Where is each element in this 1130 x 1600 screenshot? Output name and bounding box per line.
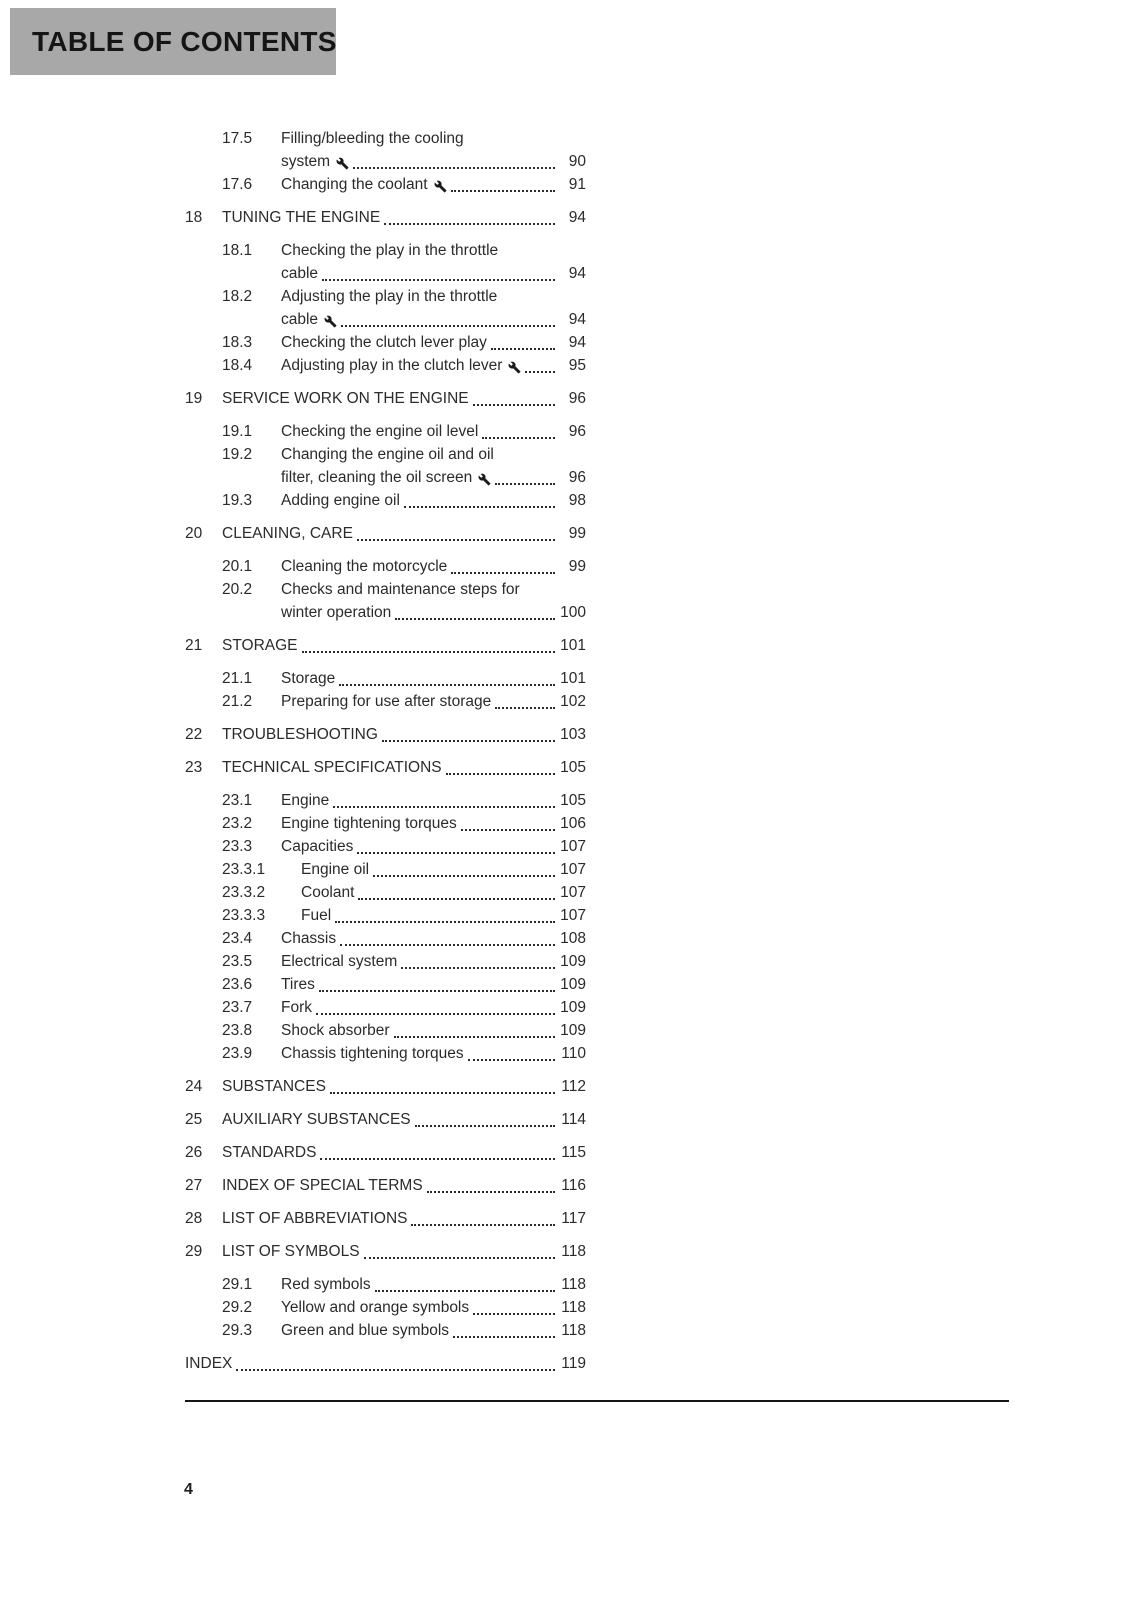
toc-entry-line bbox=[185, 667, 586, 690]
toc-entry-line bbox=[185, 443, 586, 466]
entry-title: cable bbox=[281, 311, 319, 328]
entry-page-number: 115 bbox=[561, 1144, 586, 1161]
entry-number: 21.1 bbox=[222, 670, 253, 687]
toc-entry bbox=[185, 690, 586, 713]
dot-leader bbox=[495, 707, 555, 709]
toc-entry-line bbox=[185, 634, 586, 657]
entry-page-number: 95 bbox=[568, 357, 586, 374]
dot-leader bbox=[451, 190, 555, 192]
entry-page-number: 109 bbox=[560, 999, 586, 1016]
toc-entry-line bbox=[185, 950, 586, 973]
toc-entry bbox=[185, 522, 586, 545]
entry-page-number: 107 bbox=[560, 907, 586, 924]
entry-number: 23.9 bbox=[222, 1045, 253, 1062]
entry-number: 23.7 bbox=[222, 999, 253, 1016]
dot-leader bbox=[357, 539, 555, 541]
entry-page-number: 94 bbox=[568, 334, 586, 351]
dot-leader bbox=[451, 572, 555, 574]
entry-page-number: 103 bbox=[560, 726, 586, 743]
entry-title: Checking the play in the throttle bbox=[281, 242, 499, 259]
wrench-icon bbox=[336, 157, 349, 170]
entry-number: 18.1 bbox=[222, 242, 253, 259]
toc-entry-line bbox=[185, 723, 586, 746]
dot-leader bbox=[482, 437, 555, 439]
entry-number: 23.2 bbox=[222, 815, 253, 832]
toc-entry bbox=[185, 789, 586, 812]
entry-page-number: 98 bbox=[568, 492, 586, 509]
toc-entry-line bbox=[185, 1019, 586, 1042]
entry-page-number: 91 bbox=[568, 176, 586, 193]
entry-title: filter, cleaning the oil screen bbox=[281, 469, 473, 486]
dot-leader bbox=[340, 944, 555, 946]
entry-number: 23.3.3 bbox=[222, 907, 266, 924]
entry-page-number: 106 bbox=[560, 815, 586, 832]
entry-title: Adjusting play in the clutch lever bbox=[281, 357, 503, 374]
entry-title: AUXILIARY SUBSTANCES bbox=[222, 1111, 411, 1128]
dot-leader bbox=[339, 684, 555, 686]
toc-list bbox=[185, 127, 586, 1385]
entry-title: Yellow and orange symbols bbox=[281, 1299, 470, 1316]
entry-page-number: 96 bbox=[568, 423, 586, 440]
footer-rule bbox=[185, 1400, 1009, 1402]
entry-number: 23.6 bbox=[222, 976, 253, 993]
entry-number: 23.5 bbox=[222, 953, 253, 970]
entry-title: Changing the coolant bbox=[281, 176, 428, 193]
entry-title: INDEX bbox=[185, 1355, 233, 1372]
entry-page-number: 94 bbox=[568, 209, 586, 226]
entry-page-number: 105 bbox=[560, 759, 586, 776]
entry-title: TECHNICAL SPECIFICATIONS bbox=[222, 759, 442, 776]
dot-leader bbox=[320, 1158, 555, 1160]
entry-page-number: 112 bbox=[561, 1078, 586, 1095]
toc-entry bbox=[185, 1075, 586, 1098]
toc-entry bbox=[185, 904, 586, 927]
dot-leader bbox=[358, 898, 555, 900]
toc-entry-line bbox=[185, 239, 586, 262]
toc-entry bbox=[185, 881, 586, 904]
toc-entry bbox=[185, 973, 586, 996]
dot-leader bbox=[357, 852, 555, 854]
entry-title: Filling/bleeding the cooling bbox=[281, 130, 464, 147]
toc-entry-line bbox=[185, 262, 586, 285]
entry-number: 23.1 bbox=[222, 792, 253, 809]
entry-page-number: 94 bbox=[568, 265, 586, 282]
dot-leader bbox=[395, 618, 555, 620]
entry-number: 24 bbox=[185, 1078, 203, 1095]
dot-leader bbox=[394, 1036, 555, 1038]
entry-title: Engine bbox=[281, 792, 330, 809]
dot-leader bbox=[236, 1369, 555, 1371]
entry-number: 23.3 bbox=[222, 838, 253, 855]
dot-leader bbox=[341, 325, 555, 327]
entry-page-number: 117 bbox=[561, 1210, 586, 1227]
toc-entry-line bbox=[185, 1075, 586, 1098]
entry-title: system bbox=[281, 153, 331, 170]
dot-leader bbox=[468, 1059, 555, 1061]
entry-title: Green and blue symbols bbox=[281, 1322, 450, 1339]
toc-entry bbox=[185, 996, 586, 1019]
entry-title: Engine tightening torques bbox=[281, 815, 457, 832]
entry-number: 23.3.1 bbox=[222, 861, 266, 878]
dot-leader bbox=[384, 223, 555, 225]
entry-title: Cleaning the motorcycle bbox=[281, 558, 448, 575]
toc-entry-line bbox=[185, 1296, 586, 1319]
entry-title: Checking the clutch lever play bbox=[281, 334, 487, 351]
dot-leader bbox=[461, 829, 555, 831]
entry-title: STORAGE bbox=[222, 637, 298, 654]
entry-number: 21 bbox=[185, 637, 203, 654]
toc-entry-line bbox=[185, 690, 586, 713]
entry-title: INDEX OF SPECIAL TERMS bbox=[222, 1177, 423, 1194]
toc-entry bbox=[185, 555, 586, 578]
toc-entry bbox=[185, 1319, 586, 1342]
toc-entry-line bbox=[185, 555, 586, 578]
entry-page-number: 99 bbox=[568, 558, 586, 575]
toc-entry bbox=[185, 812, 586, 835]
toc-entry-line bbox=[185, 127, 586, 150]
dot-leader bbox=[401, 967, 555, 969]
entry-title: TUNING THE ENGINE bbox=[222, 209, 381, 226]
entry-page-number: 99 bbox=[568, 525, 586, 542]
entry-number: 23.3.2 bbox=[222, 884, 266, 901]
dot-leader bbox=[473, 404, 555, 406]
dot-leader bbox=[382, 740, 555, 742]
toc-entry bbox=[185, 420, 586, 443]
toc-entry bbox=[185, 835, 586, 858]
entry-number: 19 bbox=[185, 390, 203, 407]
dot-leader bbox=[333, 806, 555, 808]
entry-page-number: 107 bbox=[560, 884, 586, 901]
entry-title: Fork bbox=[281, 999, 312, 1016]
entry-number: 23 bbox=[185, 759, 203, 776]
entry-page-number: 116 bbox=[561, 1177, 586, 1194]
dot-leader bbox=[446, 773, 555, 775]
entry-page-number: 118 bbox=[561, 1299, 586, 1316]
entry-page-number: 101 bbox=[560, 637, 586, 654]
dot-leader bbox=[491, 348, 555, 350]
entry-page-number: 90 bbox=[568, 153, 586, 170]
entry-title: SERVICE WORK ON THE ENGINE bbox=[222, 390, 469, 407]
page-header bbox=[10, 8, 336, 75]
toc-entry-line bbox=[185, 1207, 586, 1230]
entry-title: winter operation bbox=[281, 604, 392, 621]
entry-page-number: 96 bbox=[568, 390, 586, 407]
entry-title: Red symbols bbox=[281, 1276, 371, 1293]
entry-number: 21.2 bbox=[222, 693, 253, 710]
entry-page-number: 109 bbox=[560, 1022, 586, 1039]
entry-title: STANDARDS bbox=[222, 1144, 317, 1161]
toc-entry-line bbox=[185, 522, 586, 545]
entry-title: CLEANING, CARE bbox=[222, 525, 353, 542]
entry-title: Tires bbox=[281, 976, 315, 993]
entry-number: 29.2 bbox=[222, 1299, 253, 1316]
toc-entry bbox=[185, 667, 586, 690]
dot-leader bbox=[302, 651, 555, 653]
entry-title: Storage bbox=[281, 670, 336, 687]
entry-number: 19.1 bbox=[222, 423, 253, 440]
entry-title: Adding engine oil bbox=[281, 492, 400, 509]
toc-entry-line bbox=[185, 996, 586, 1019]
entry-number: 22 bbox=[185, 726, 203, 743]
entry-number: 26 bbox=[185, 1144, 203, 1161]
entry-title: TROUBLESHOOTING bbox=[222, 726, 378, 743]
entry-title: LIST OF SYMBOLS bbox=[222, 1243, 360, 1260]
entry-title: Changing the engine oil and oil bbox=[281, 446, 494, 463]
entry-page-number: 107 bbox=[560, 838, 586, 855]
entry-number: 20 bbox=[185, 525, 203, 542]
entry-title: LIST OF ABBREVIATIONS bbox=[222, 1210, 408, 1227]
toc-entry bbox=[185, 285, 586, 331]
toc-entry-line bbox=[185, 420, 586, 443]
entry-page-number: 107 bbox=[560, 861, 586, 878]
entry-page-number: 101 bbox=[560, 670, 586, 687]
entry-number: 28 bbox=[185, 1210, 203, 1227]
toc-entry bbox=[185, 127, 586, 173]
toc-entry-line bbox=[185, 835, 586, 858]
toc-entry bbox=[185, 1019, 586, 1042]
toc-entry bbox=[185, 331, 586, 354]
entry-title: Chassis bbox=[281, 930, 337, 947]
entry-title: Engine oil bbox=[301, 861, 370, 878]
toc-entry bbox=[185, 1240, 586, 1263]
wrench-icon bbox=[478, 473, 491, 486]
toc-entry-line bbox=[185, 466, 586, 489]
toc-entry bbox=[185, 1207, 586, 1230]
toc-entry-line bbox=[185, 173, 586, 196]
toc-entry bbox=[185, 206, 586, 229]
entry-title: Preparing for use after storage bbox=[281, 693, 492, 710]
dot-leader bbox=[364, 1257, 555, 1259]
toc-entry-line bbox=[185, 904, 586, 927]
entry-title: Electrical system bbox=[281, 953, 398, 970]
entry-title: Coolant bbox=[301, 884, 355, 901]
dot-leader bbox=[453, 1336, 555, 1338]
toc-entry bbox=[185, 443, 586, 489]
page-number: 4 bbox=[184, 1481, 193, 1498]
entry-number: 18.3 bbox=[222, 334, 253, 351]
dot-leader bbox=[322, 279, 555, 281]
entry-title: Adjusting the play in the throttle bbox=[281, 288, 498, 305]
dot-leader bbox=[495, 483, 555, 485]
dot-leader bbox=[525, 371, 555, 373]
toc-entry-line bbox=[185, 1174, 586, 1197]
entry-number: 29.1 bbox=[222, 1276, 253, 1293]
toc-entry-line bbox=[185, 881, 586, 904]
toc-entry bbox=[185, 1296, 586, 1319]
toc-entry-line bbox=[185, 789, 586, 812]
dot-leader bbox=[373, 875, 555, 877]
toc-entry-line bbox=[185, 1319, 586, 1342]
entry-number: 23.4 bbox=[222, 930, 253, 947]
toc-entry-line bbox=[185, 150, 586, 173]
entry-number: 27 bbox=[185, 1177, 203, 1194]
dot-leader bbox=[335, 921, 555, 923]
entry-page-number: 119 bbox=[561, 1355, 586, 1372]
entry-number: 17.6 bbox=[222, 176, 253, 193]
toc-entry bbox=[185, 1042, 586, 1065]
toc-entry-line bbox=[185, 812, 586, 835]
entry-number: 18.2 bbox=[222, 288, 253, 305]
entry-title: Checks and maintenance steps for bbox=[281, 581, 520, 598]
dot-leader bbox=[411, 1224, 555, 1226]
toc-entry bbox=[185, 173, 586, 196]
dot-leader bbox=[473, 1313, 555, 1315]
toc-entry-line bbox=[185, 387, 586, 410]
entry-page-number: 96 bbox=[568, 469, 586, 486]
dot-leader bbox=[427, 1191, 555, 1193]
entry-number: 23.8 bbox=[222, 1022, 253, 1039]
toc-entry-line bbox=[185, 927, 586, 950]
dot-leader bbox=[316, 1013, 555, 1015]
entry-title: SUBSTANCES bbox=[222, 1078, 326, 1095]
toc-entry-line bbox=[185, 206, 586, 229]
entry-page-number: 109 bbox=[560, 976, 586, 993]
toc-entry bbox=[185, 1352, 586, 1375]
toc-entry-line bbox=[185, 285, 586, 308]
toc-entry bbox=[185, 756, 586, 779]
entry-page-number: 118 bbox=[561, 1243, 586, 1260]
toc-entry bbox=[185, 634, 586, 657]
entry-title: Checking the engine oil level bbox=[281, 423, 479, 440]
toc-entry-line bbox=[185, 1042, 586, 1065]
toc-entry bbox=[185, 723, 586, 746]
entry-number: 20.2 bbox=[222, 581, 253, 598]
entry-number: 20.1 bbox=[222, 558, 253, 575]
entry-title: Capacities bbox=[281, 838, 354, 855]
toc-entry bbox=[185, 387, 586, 410]
page-title: TABLE OF CONTENTS bbox=[32, 25, 337, 57]
entry-number: 19.2 bbox=[222, 446, 253, 463]
toc-entry-line bbox=[185, 1352, 586, 1375]
entry-page-number: 118 bbox=[561, 1322, 586, 1339]
wrench-icon bbox=[508, 361, 521, 374]
entry-number: 29 bbox=[185, 1243, 203, 1260]
toc-entry bbox=[185, 1174, 586, 1197]
toc-entry-line bbox=[185, 973, 586, 996]
toc-entry bbox=[185, 858, 586, 881]
toc-entry bbox=[185, 1273, 586, 1296]
toc-entry-line bbox=[185, 1108, 586, 1131]
entry-page-number: 109 bbox=[560, 953, 586, 970]
toc-entry-line bbox=[185, 578, 586, 601]
toc-entry bbox=[185, 950, 586, 973]
entry-number: 29.3 bbox=[222, 1322, 253, 1339]
entry-title: Fuel bbox=[301, 907, 332, 924]
entry-title: cable bbox=[281, 265, 319, 282]
toc-entry-line bbox=[185, 489, 586, 512]
toc-entry-line bbox=[185, 1240, 586, 1263]
toc-entry bbox=[185, 489, 586, 512]
toc-entry-line bbox=[185, 858, 586, 881]
dot-leader bbox=[415, 1125, 555, 1127]
entry-number: 17.5 bbox=[222, 130, 253, 147]
entry-number: 19.3 bbox=[222, 492, 253, 509]
wrench-icon bbox=[324, 315, 337, 328]
entry-page-number: 110 bbox=[561, 1045, 586, 1062]
entry-page-number: 94 bbox=[568, 311, 586, 328]
toc-entry-line bbox=[185, 1141, 586, 1164]
entry-page-number: 105 bbox=[560, 792, 586, 809]
entry-number: 18 bbox=[185, 209, 203, 226]
entry-page-number: 108 bbox=[560, 930, 586, 947]
toc-entry-line bbox=[185, 1273, 586, 1296]
dot-leader bbox=[404, 506, 555, 508]
wrench-icon bbox=[434, 180, 447, 193]
entry-number: 18.4 bbox=[222, 357, 253, 374]
toc-entry-line bbox=[185, 308, 586, 331]
toc-entry-line bbox=[185, 354, 586, 377]
dot-leader bbox=[319, 990, 555, 992]
entry-page-number: 100 bbox=[560, 604, 586, 621]
dot-leader bbox=[330, 1092, 555, 1094]
dot-leader bbox=[353, 167, 555, 169]
entry-page-number: 102 bbox=[560, 693, 586, 710]
entry-number: 25 bbox=[185, 1111, 203, 1128]
toc-entry-line bbox=[185, 331, 586, 354]
entry-title: Chassis tightening torques bbox=[281, 1045, 464, 1062]
toc-entry bbox=[185, 1141, 586, 1164]
toc-entry-line bbox=[185, 601, 586, 624]
toc-entry bbox=[185, 354, 586, 377]
toc-entry bbox=[185, 239, 586, 285]
dot-leader bbox=[375, 1290, 555, 1292]
toc-entry bbox=[185, 1108, 586, 1131]
toc-entry-line bbox=[185, 756, 586, 779]
toc-entry bbox=[185, 927, 586, 950]
toc-entry bbox=[185, 578, 586, 624]
entry-title: Shock absorber bbox=[281, 1022, 390, 1039]
entry-page-number: 114 bbox=[561, 1111, 586, 1128]
entry-page-number: 118 bbox=[561, 1276, 586, 1293]
